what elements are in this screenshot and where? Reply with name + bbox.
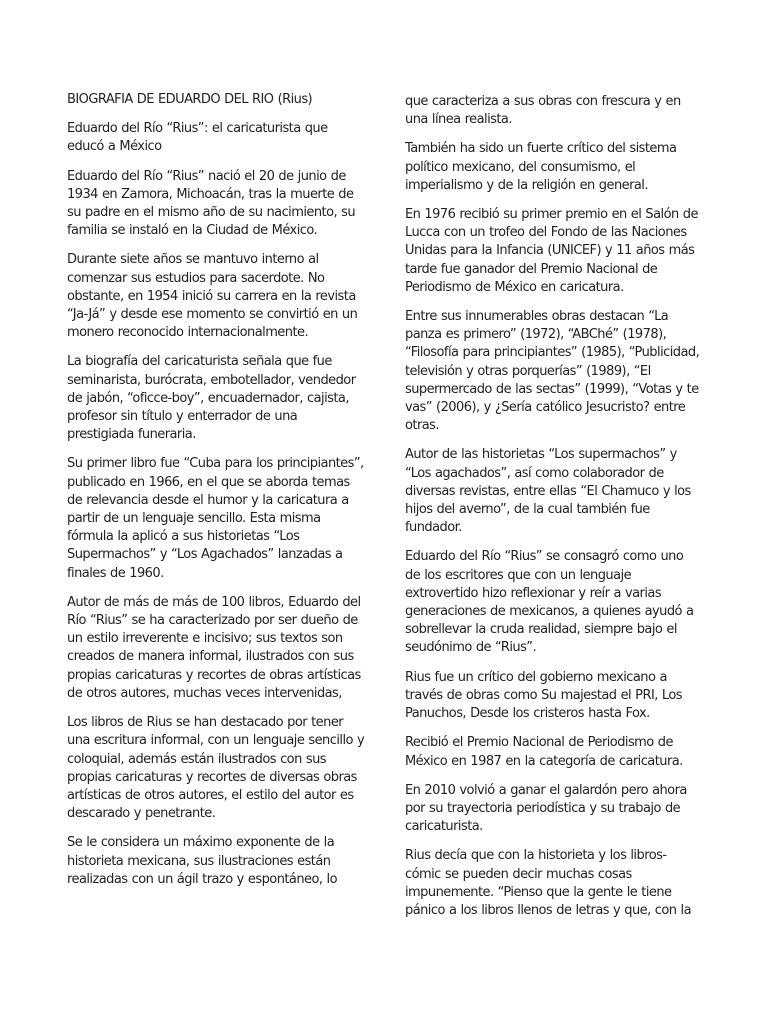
right-column — [405, 93, 702, 931]
paragraph: Rius decía que con la historieta y los libros-cómic se pueden decir muchas cosas impunemente. “Pienso que la gente le tiene pánico a los libros llenos de letras y que, con la — [405, 848, 692, 918]
document-subtitle: Eduardo del Río “Rius”: el caricaturista que educó a México — [67, 121, 328, 155]
paragraph: que caracteriza a sus obras con frescura y en una línea realista. — [405, 94, 681, 128]
paragraph: En 2010 volvió a ganar el galardón pero ahora por su trayectoria periodística y su trabajo de caricaturista. — [405, 782, 687, 835]
paragraph: Recibió el Premio Nacional de Periodismo de México en 1987 en la categoría de caricatura. — [405, 735, 683, 769]
paragraph: Rius fue un crítico del gobierno mexicano a través de obras como Su majestad el PRI, Los Panuchos, Desde los cristeros hasta Fox. — [405, 669, 682, 722]
paragraph: Eduardo del Río “Rius” se consagró como uno de los escritores que con un lenguaje extrovertido hizo reflexionar y reír a varias generaciones de mexicanos, a quienes ayudó a sobrellevar la cruda realidad, siempre bajo el seudónimo de “Rius”. — [405, 549, 694, 656]
left-column — [67, 91, 367, 900]
paragraph: Entre sus innumerables obras destacan “La panza es primero” (1972), “ABChé” (1978), “Filosofía para principiantes” (1985), “Publicidad, televisión y otras porquerías” (1989), “El supermercado de las sectas” (1999), “Votas y te vas” (2006), y ¿Sería católico Jesucristo? entre otras. — [405, 309, 700, 434]
paragraph: También ha sido un fuerte crítico del sistema político mexicano, del consumismo, el imperialismo y de la religión en general. — [405, 141, 677, 193]
paragraph: Autor de más de más de 100 libros, Eduardo del Río “Rius” se ha caracterizado por ser dueño de un estilo irreverente e incisivo; sus textos son creados de manera informal, ilustrados con sus propias caricaturas y recortes de obras artísticas de otros autores, muchas veces intervenidas, — [67, 594, 361, 701]
paragraph: La biografía del caricaturista señala que fue seminarista, burócrata, embotellador, vendedor de jabón, “oficce-boy”, encuadernador, cajista, profesor sin título y enterrador de una prestigiada funeraria. — [67, 354, 356, 443]
paragraph: En 1976 recibió su primer premio en el Salón de Lucca con un trofeo del Fondo de las Naciones Unidas para la Infancia (UNICEF) y 11 años más tarde fue ganador del Premio Nacional de Periodismo de México en caricatura. — [405, 207, 698, 295]
document-title: BIOGRAFIA DE EDUARDO DEL RIO (Rius) — [67, 92, 313, 107]
paragraph: Su primer libro fue “Cuba para los principiantes”, publicado en 1966, en el que se aborda temas de relevancia desde el humor y la caricatura a partir de un lenguaje sencillo. Esta misma fórmula la aplicó a sus historietas “Los Supermachos” y “Los Agachados” lanzadas a finales de 1960. — [67, 456, 364, 581]
paragraph: Durante siete años se mantuvo interno al comenzar sus estudios para sacerdote. No obstante, en 1954 inició su carrera en la revista “Ja-Já” y desde ese momento se convirtió en un monero reconocido internacionalmente. — [67, 252, 358, 341]
paragraph: Se le considera un máximo exponente de la historieta mexicana, sus ilustraciones están realizadas con un ágil trazo y espontáneo, lo — [67, 835, 338, 887]
paragraph: Los libros de Rius se han destacado por tener una escritura informal, con un lenguaje sencillo y coloquial, además están ilustrados con sus propias caricaturas y recortes de diversas obras artísticas de otros autores, el estilo del autor es descarado y penetrante. — [67, 715, 365, 822]
paragraph: Autor de las historietas “Los supermachos” y “Los agachados”, así como colaborador de diversas revistas, entre ellas “El Chamuco y los hijos del averno”, de la cual también fue fundador. — [405, 447, 691, 536]
paragraph: Eduardo del Río “Rius” nació el 20 de junio de 1934 en Zamora, Michoacán, tras la muerte de su padre en el mismo año de su nacimiento, su familia se instaló en la Ciudad de México. — [67, 168, 356, 239]
